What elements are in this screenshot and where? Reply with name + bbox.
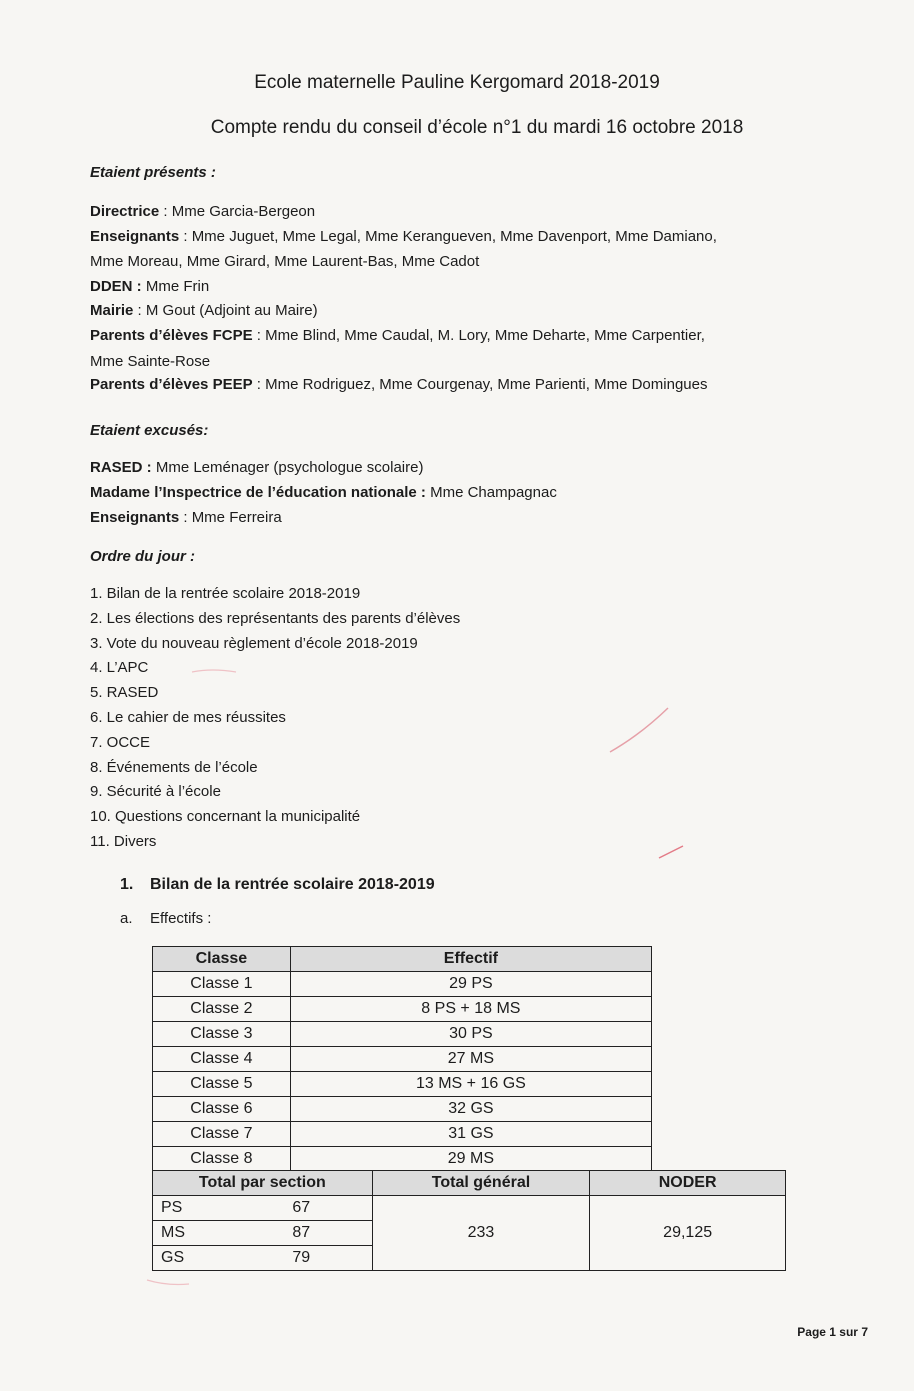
agenda-item: 7. OCCE	[90, 733, 151, 751]
class-cell: Classe 3	[153, 1022, 291, 1047]
fcpe-line	[90, 327, 705, 344]
rased-label: RASED :	[90, 459, 152, 476]
table-row	[153, 1196, 786, 1221]
column-header: NODER	[590, 1171, 786, 1196]
table-row	[153, 997, 652, 1022]
excuses-enseignants-line	[90, 509, 282, 526]
excuses-enseignants-value: : Mme Ferreira	[179, 509, 282, 526]
enseignants-label: Enseignants	[90, 228, 180, 245]
table-row	[153, 1122, 652, 1147]
effectif-cell: 29 MS	[290, 1147, 651, 1172]
section-cell: PS	[153, 1196, 263, 1221]
table-row	[153, 1022, 652, 1047]
class-cell: Classe 2	[153, 997, 291, 1022]
page-number: Page 1 sur 7	[797, 1325, 868, 1339]
column-header: Classe	[153, 947, 291, 972]
class-cell: Classe 4	[153, 1047, 291, 1072]
agenda-item: 2. Les élections des représentants des parents d’élèves	[90, 609, 461, 627]
table-header-row	[153, 947, 652, 972]
section-1-title: Bilan de la rentrée scolaire 2018-2019	[150, 876, 435, 893]
effectif-cell: 27 MS	[290, 1047, 651, 1072]
inspectrice-line	[90, 484, 557, 501]
pen-mark	[655, 840, 695, 864]
pen-mark	[145, 1274, 195, 1290]
table-row	[153, 1147, 652, 1172]
total-general-cell: 233	[372, 1196, 590, 1271]
table-row	[153, 1097, 652, 1122]
table-row	[153, 1072, 652, 1097]
column-header: Total général	[372, 1171, 590, 1196]
peep-label: Parents d’élèves PEEP	[90, 376, 253, 393]
agenda-item: 3. Vote du nouveau règlement d’école 2018-2019	[90, 634, 418, 652]
section-1-heading	[120, 876, 435, 894]
section-1a-letter: a.	[120, 910, 133, 927]
agenda-item: 5. RASED	[90, 684, 159, 702]
column-header: Effectif	[290, 947, 651, 972]
rased-line	[90, 459, 423, 476]
effectif-cell: 13 MS + 16 GS	[290, 1072, 651, 1097]
peep-value: : Mme Rodriguez, Mme Courgenay, Mme Parienti, Mme Domingues	[252, 376, 708, 393]
section-1a-heading	[120, 910, 211, 927]
dden-value: Mme Frin	[141, 278, 210, 295]
classes-table	[152, 946, 652, 1172]
dden-line	[90, 278, 209, 295]
mairie-label: Mairie	[90, 302, 134, 319]
noder-cell: 29,125	[590, 1196, 786, 1271]
effectif-cell: 32 GS	[290, 1097, 651, 1122]
mairie-line	[90, 302, 318, 319]
agenda-item: 6. Le cahier de mes réussites	[90, 708, 286, 726]
section-cell: MS	[153, 1221, 263, 1246]
peep-line	[90, 376, 707, 393]
fcpe-line-2: Mme Sainte-Rose	[90, 353, 211, 370]
section-1-number: 1.	[120, 876, 134, 893]
fcpe-value: : Mme Blind, Mme Caudal, M. Lory, Mme Deharte, Mme Carpentier,	[252, 327, 705, 344]
agenda-item: 10. Questions concernant la municipalité	[90, 808, 361, 826]
inspectrice-value: Mme Champagnac	[425, 484, 557, 501]
class-cell: Classe 8	[153, 1147, 291, 1172]
table-header-row	[153, 1171, 786, 1196]
section-cell: GS	[153, 1246, 263, 1271]
document-title: Ecole maternelle Pauline Kergomard 2018-2019	[254, 72, 660, 93]
class-cell: Classe 7	[153, 1122, 291, 1147]
dden-label: DDEN :	[90, 278, 142, 295]
agenda-list	[90, 584, 460, 857]
section-total-cell: 67	[262, 1196, 372, 1221]
column-header: Total par section	[153, 1171, 373, 1196]
section-total-cell: 79	[262, 1246, 372, 1271]
excuses-enseignants-label: Enseignants	[90, 509, 180, 526]
ordre-heading: Ordre du jour :	[90, 548, 195, 565]
class-cell: Classe 6	[153, 1097, 291, 1122]
table-row	[153, 1047, 652, 1072]
rased-value: Mme Leménager (psychologue scolaire)	[151, 459, 424, 476]
excuses-heading: Etaient excusés:	[90, 422, 209, 439]
directrice-line	[90, 203, 315, 220]
agenda-item: 4. L’APC	[90, 659, 149, 677]
effectif-cell: 29 PS	[290, 972, 651, 997]
enseignants-line	[90, 228, 717, 245]
class-cell: Classe 1	[153, 972, 291, 997]
directrice-label: Directrice	[90, 203, 160, 220]
table-row	[153, 972, 652, 997]
inspectrice-label: Madame l’Inspectrice de l’éducation nationale :	[90, 484, 426, 501]
agenda-item: 1. Bilan de la rentrée scolaire 2018-2019	[90, 585, 361, 602]
presents-heading: Etaient présents :	[90, 164, 216, 181]
section-total-cell: 87	[262, 1221, 372, 1246]
agenda-item: 8. Événements de l’école	[90, 758, 258, 776]
pen-mark	[600, 700, 680, 760]
agenda-item: 9. Sécurité à l’école	[90, 783, 221, 801]
pen-mark	[190, 664, 240, 678]
enseignants-line-2: Mme Moreau, Mme Girard, Mme Laurent-Bas, Mme Cadot	[90, 253, 480, 270]
effectif-cell: 8 PS + 18 MS	[290, 997, 651, 1022]
fcpe-label: Parents d’élèves FCPE	[90, 327, 253, 344]
effectif-cell: 31 GS	[290, 1122, 651, 1147]
document-subtitle: Compte rendu du conseil d’école n°1 du mardi 16 octobre 2018	[210, 117, 744, 138]
class-cell: Classe 5	[153, 1072, 291, 1097]
totals-table	[152, 1170, 786, 1271]
directrice-value: : Mme Garcia-Bergeon	[159, 203, 316, 220]
section-1a-title: Effectifs :	[150, 910, 212, 927]
enseignants-value: : Mme Juguet, Mme Legal, Mme Kerangueven, Mme Davenport, Mme Damiano,	[179, 228, 717, 245]
agenda-item: 11. Divers	[90, 832, 157, 850]
effectif-cell: 30 PS	[290, 1022, 651, 1047]
mairie-value: : M Gout (Adjoint au Maire)	[133, 302, 318, 319]
